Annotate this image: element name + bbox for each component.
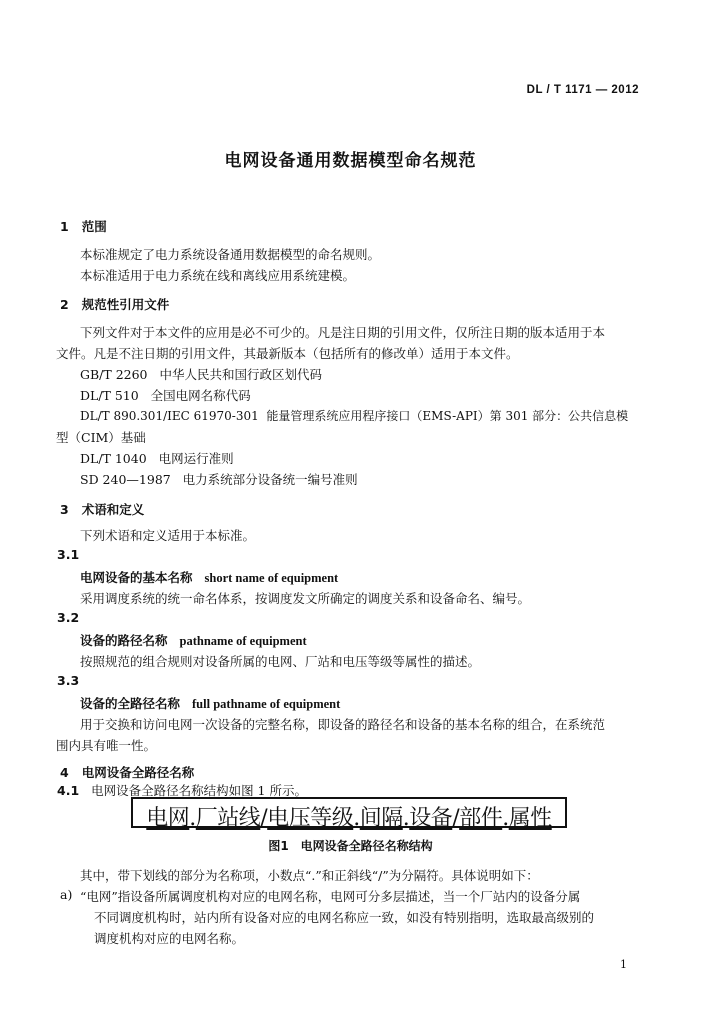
reference-code: GB/T 2260 [80, 367, 148, 382]
subsection-number: 4.1 [57, 783, 80, 798]
term-definition: 采用调度系统的统一命名体系，按调度发文所确定的调度关系和设备命名、编号。 [80, 591, 531, 606]
reference-code: SD 240—1987 [80, 472, 171, 487]
section-number: 2 [60, 297, 69, 312]
reference-item [80, 470, 358, 488]
list-label: a) [60, 887, 73, 902]
paragraph: 下列术语和定义适用于本标准。 [80, 528, 256, 543]
reference-item [80, 407, 628, 424]
term-definition: 用于交换和访问电网一次设备的完整名称，即设备的路径名和设备的基本名称的组合，在系统范 [80, 717, 606, 732]
dot-separator: . [353, 806, 360, 831]
reference-code: DL/T 1040 [80, 451, 147, 466]
path-part-grid: 电网 [146, 806, 190, 831]
section-number: 3 [60, 502, 69, 517]
paragraph: 其中，带下划线的部分为名称项，小数点“.”和正斜线“/”为分隔符。具体说明如下： [80, 868, 539, 883]
dot-separator: . [402, 806, 410, 831]
list-item-text: “电网”指设备所属调度机构对应的电网名称，电网可分多层描述，当一个厂站内的设备分属 [80, 889, 581, 904]
term-en: full pathname of equipment [192, 697, 341, 711]
section-1-heading [60, 217, 107, 235]
path-part-component: 部件 [459, 806, 503, 831]
section-title: 电网设备全路径名称 [81, 765, 195, 780]
path-part-attribute: 属性 [508, 806, 552, 831]
dot-separator: . [189, 806, 196, 831]
term-definition: 按照规范的组合规则对设备所属的电网、厂站和电压等级等属性的描述。 [80, 654, 481, 669]
section-number: 1 [60, 219, 69, 234]
section-3-heading [60, 500, 144, 518]
reference-name: 中华人民共和国行政区划代码 [159, 367, 322, 382]
list-item-text: 调度机构对应的电网名称。 [94, 931, 245, 946]
term-en: short name of equipment [204, 571, 339, 585]
reference-item [80, 386, 251, 404]
reference-continuation: 型（CIM）基础 [56, 430, 146, 445]
term-heading [80, 568, 338, 586]
reference-code: DL/T 890.301/IEC 61970-301 [80, 409, 259, 423]
section-title: 范围 [81, 219, 107, 234]
standard-code: DL / T 1171 — 2012 [526, 84, 639, 96]
list-item-text: 不同调度机构时，站内所有设备对应的电网名称应一致，如没有特别指明，选取最高级别的 [94, 910, 595, 925]
section-2-heading [60, 295, 169, 313]
term-number: 3.2 [57, 610, 80, 625]
reference-code: DL/T 510 [80, 388, 139, 403]
figure-caption: 图1 电网设备全路径名称结构 [268, 839, 433, 853]
term-cn: 设备的全路径名称 [80, 696, 181, 711]
path-part-station: 厂站线 [195, 806, 261, 831]
subsection-text: 电网设备全路径名称结构如图 1 所示。 [91, 783, 307, 798]
document-title: 电网设备通用数据模型命名规范 [224, 151, 477, 171]
term-cn: 设备的路径名称 [80, 633, 168, 648]
term-number: 3.1 [57, 547, 80, 562]
path-part-bay: 间隔 [359, 806, 403, 831]
dot-separator: . [502, 806, 509, 831]
paragraph: 本标准适用于电力系统在线和离线应用系统建模。 [80, 268, 356, 283]
section-title: 规范性引用文件 [81, 297, 170, 312]
paragraph: 本标准规定了电力系统设备通用数据模型的命名规则。 [80, 247, 381, 262]
path-part-equipment: 设备 [409, 806, 453, 831]
term-number: 3.3 [57, 673, 80, 688]
term-heading [80, 694, 340, 712]
figure-1-box [131, 797, 567, 831]
path-structure [133, 801, 565, 832]
reference-name: 电力系统部分设备统一编号准则 [182, 472, 358, 487]
slash-separator: / [452, 806, 460, 831]
reference-name: 全国电网名称代码 [150, 388, 251, 403]
paragraph: 文件。凡是不注日期的引用文件，其最新版本（包括所有的修改单）适用于本文件。 [56, 346, 519, 361]
section-number: 4 [60, 765, 69, 780]
reference-name: 电网运行准则 [158, 451, 234, 466]
term-en: pathname of equipment [179, 634, 307, 648]
path-part-voltage: 电压等级 [267, 806, 354, 831]
paragraph: 下列文件对于本文件的应用是必不可少的。凡是注日期的引用文件，仅所注日期的版本适用于本 [80, 325, 606, 340]
page-number: 1 [620, 958, 627, 971]
term-definition: 围内具有唯一性。 [56, 738, 157, 753]
reference-item [80, 449, 234, 467]
term-cn: 电网设备的基本名称 [80, 570, 193, 585]
reference-name: 能量管理系统应用程序接口（EMS-API）第 301 部分：公共信息模 [266, 409, 629, 423]
list-item-a [60, 887, 72, 902]
slash-separator: / [260, 806, 268, 831]
reference-item [80, 365, 322, 383]
section-4-heading [60, 763, 194, 781]
section-title: 术语和定义 [81, 502, 145, 517]
term-heading [80, 631, 307, 649]
